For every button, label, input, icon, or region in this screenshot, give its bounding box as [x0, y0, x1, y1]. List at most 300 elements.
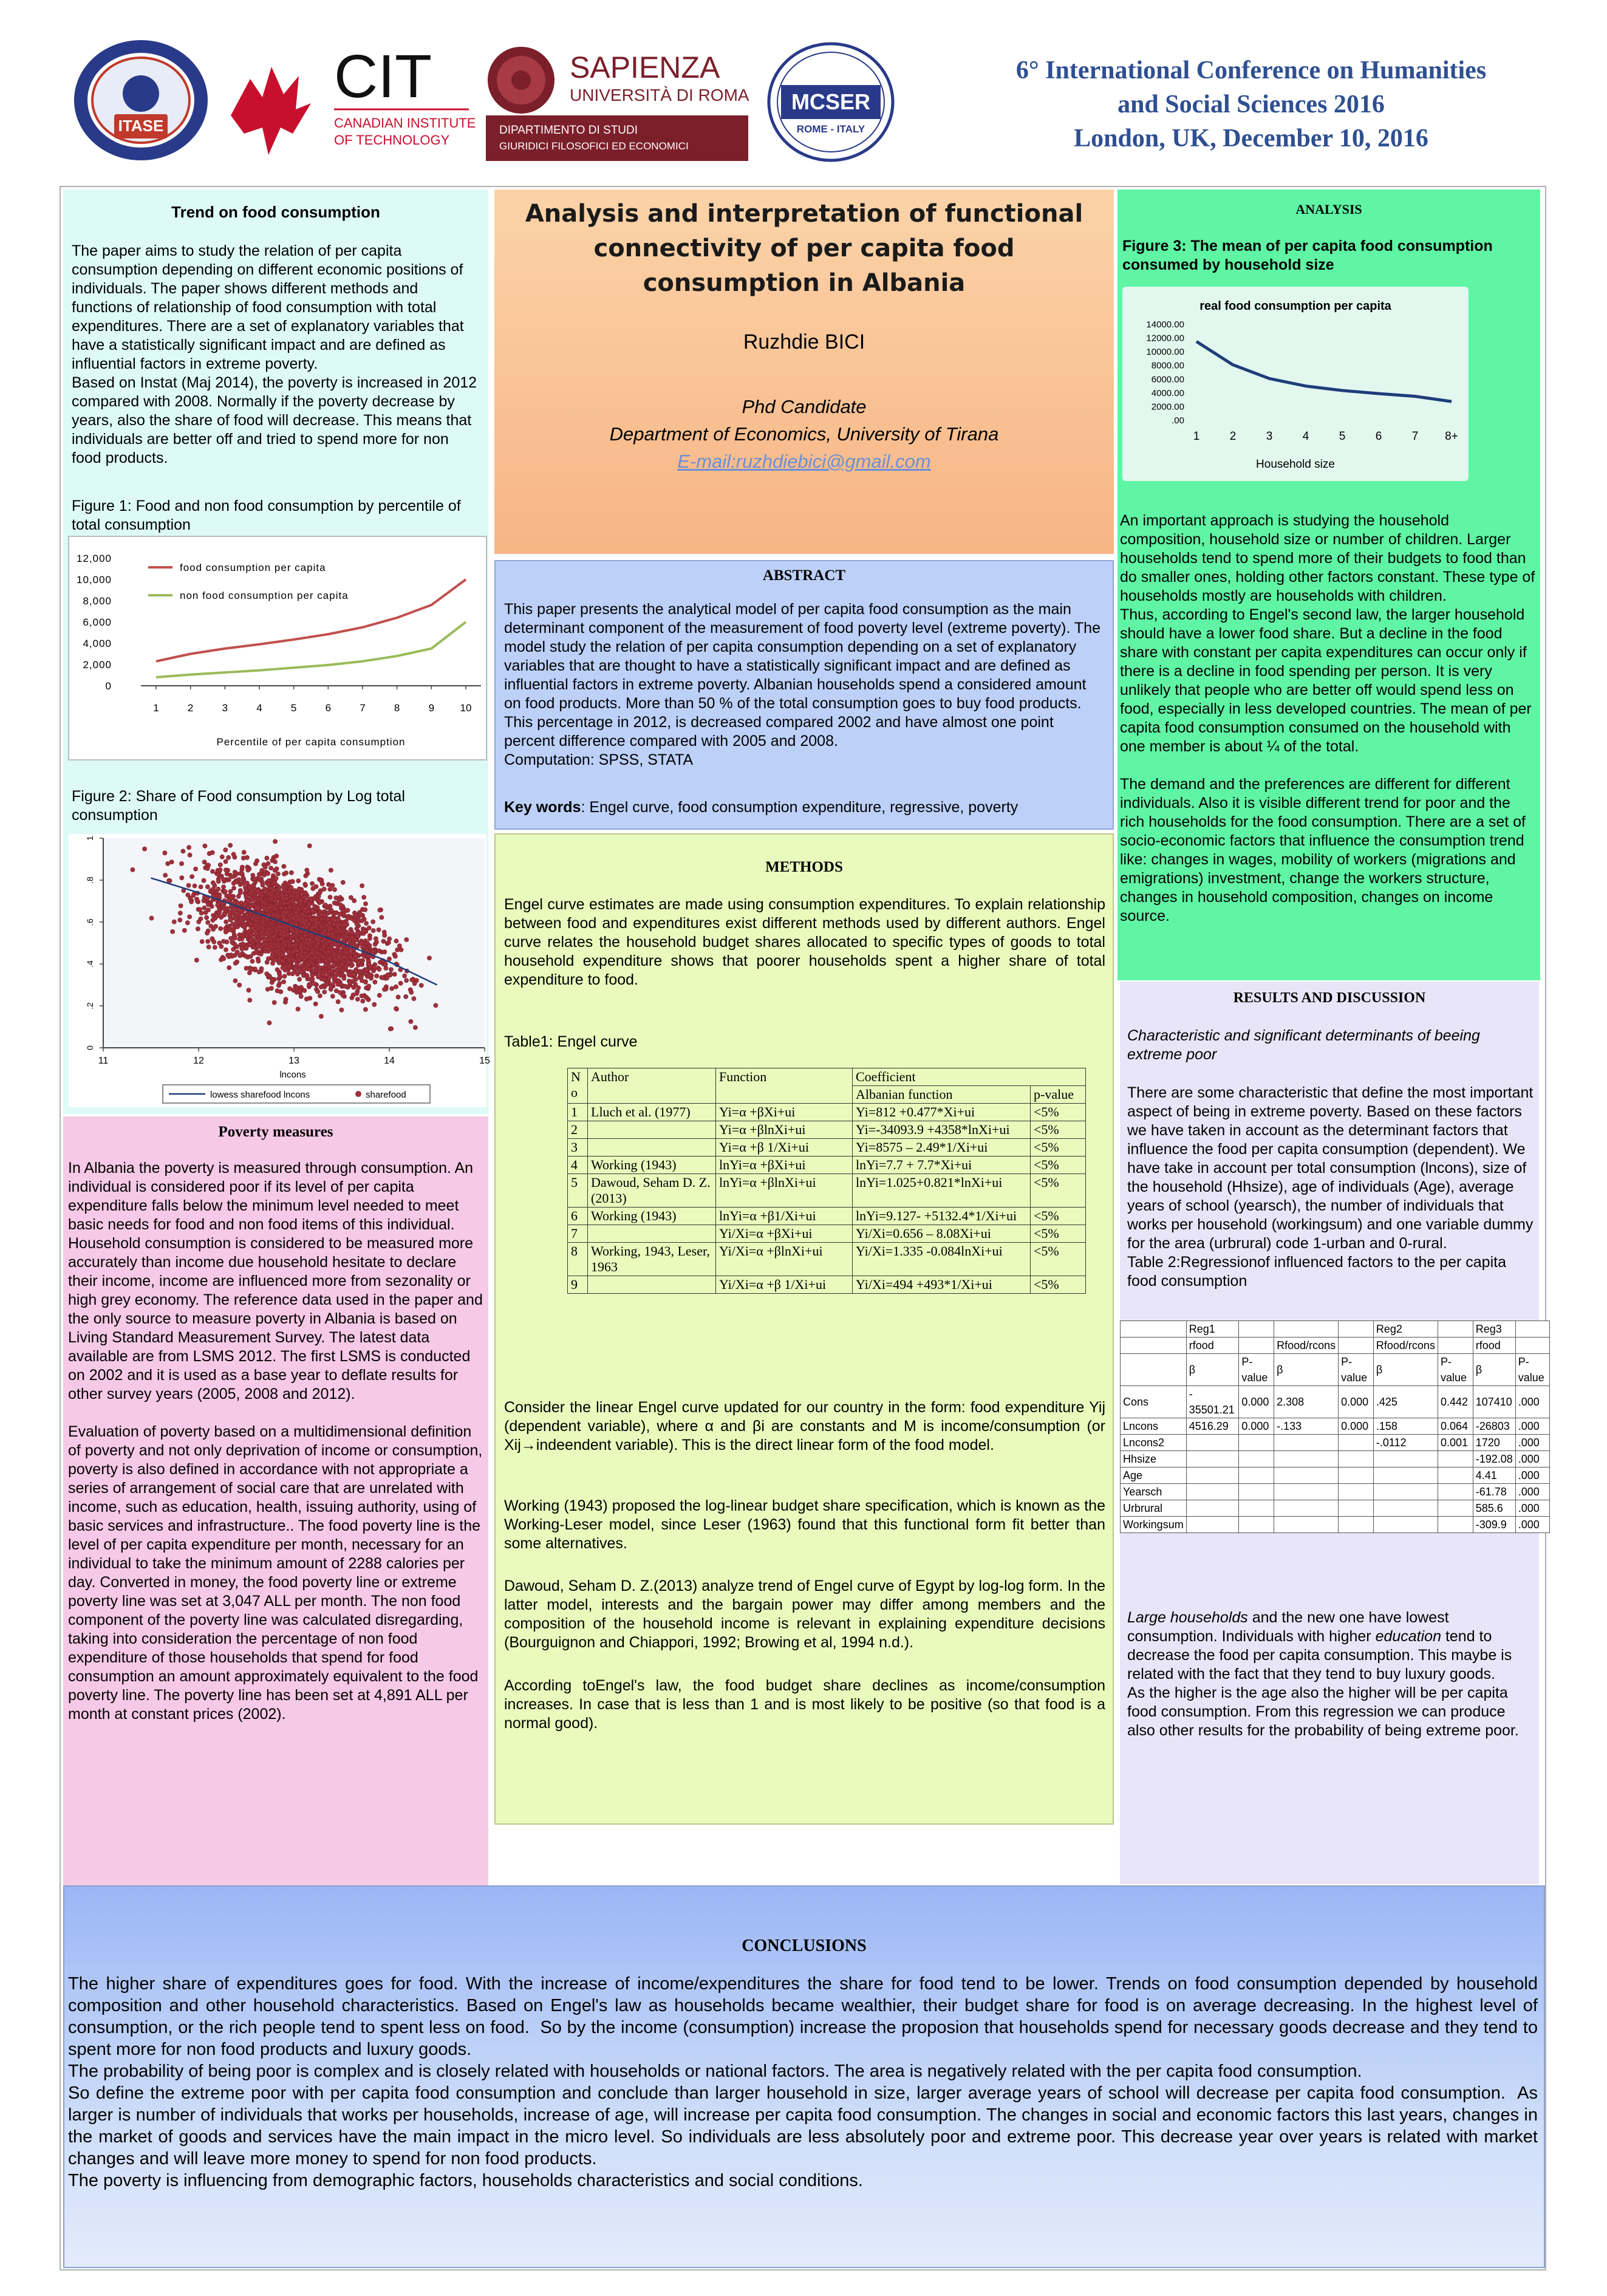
figure2-point: [273, 907, 278, 911]
regression-cell: [1373, 1500, 1438, 1517]
engel-table-cell-p: <5%: [1031, 1225, 1086, 1243]
engel-table-cell-no: 9: [568, 1276, 588, 1294]
figure2-point: [295, 962, 299, 966]
figure2-point: [351, 993, 355, 997]
regression-cell: Lncons: [1121, 1418, 1187, 1435]
figure2-point: [256, 944, 260, 948]
figure2-point: [371, 920, 375, 924]
figure2-point: [244, 913, 248, 917]
itase-logo-name: ITASE: [118, 117, 164, 135]
figure2-point: [341, 880, 345, 884]
regression-cell: β: [1274, 1354, 1339, 1386]
figure2-point: [194, 897, 199, 901]
figure2-point: [392, 972, 397, 976]
regression-cell: 2.308: [1274, 1386, 1339, 1418]
figure2-point: [344, 951, 349, 955]
regression-cell: 107410: [1473, 1386, 1515, 1418]
figure2-point: [213, 945, 217, 949]
figure2-point: [393, 954, 397, 958]
figure2-point: [222, 885, 226, 889]
figure2-point: [242, 925, 247, 929]
figure2-point: [404, 937, 409, 941]
regression-cell: [1274, 1435, 1339, 1451]
abstract-heading: ABSTRACT: [762, 567, 846, 584]
author-email-link[interactable]: E-mail:ruzhdiebici@gmail.com: [677, 451, 931, 472]
figure2-point: [282, 980, 286, 984]
figure2-point: [396, 995, 400, 999]
figure2-point: [299, 985, 303, 989]
figure2-point: [409, 990, 414, 994]
figure2-point: [309, 897, 313, 901]
regression-header-row: [1121, 1338, 1550, 1354]
regression-cell: Lncons2: [1121, 1435, 1187, 1451]
engel-table-cell-p: <5%: [1031, 1174, 1086, 1208]
regression-cell: 0.001: [1438, 1435, 1473, 1451]
figure2-point: [381, 939, 386, 943]
figure3-chart: [1122, 287, 1469, 481]
figure2-point: [274, 876, 278, 881]
figure2-point: [259, 930, 264, 934]
figure2-point: [248, 943, 252, 947]
regression-row: [1121, 1435, 1550, 1451]
figure2-point: [338, 949, 343, 954]
figure2-point: [197, 920, 201, 924]
figure2-point: [330, 927, 334, 931]
engel-table-cell-author: [588, 1139, 716, 1157]
regression-cell: Urbrural: [1121, 1500, 1187, 1517]
figure2-point: [296, 907, 301, 912]
figure2-point: [332, 912, 336, 917]
regression-cell: - 35501.21: [1186, 1386, 1239, 1418]
regression-cell: 0.000: [1339, 1418, 1374, 1435]
regression-cell: 585.6: [1473, 1500, 1515, 1517]
regression-cell: Workingsum: [1121, 1517, 1187, 1533]
regression-cell: [1274, 1500, 1339, 1517]
figure3-y-tick-label: 14000.00: [1146, 319, 1184, 330]
engel-table-cell-p: <5%: [1031, 1276, 1086, 1294]
figure2-point: [281, 914, 285, 918]
regression-cell: [1186, 1451, 1239, 1467]
figure2-point: [383, 933, 387, 937]
engel-table-cell-albanian: lnYi=1.025+0.821*lnXi+ui: [853, 1174, 1031, 1208]
figure2-point: [413, 1025, 417, 1030]
regression-cell: [1438, 1467, 1473, 1484]
engel-table-cell-no: 3: [568, 1139, 588, 1157]
figure2-point: [260, 934, 264, 938]
conclusions-panel: [63, 1885, 1545, 2268]
figure1-legend-label: food consumption per capita: [180, 562, 326, 573]
engel-table-cell-albanian: lnYi=9.127- +5132.4*1/Xi+ui: [853, 1208, 1031, 1225]
regression-row: [1121, 1418, 1550, 1435]
figure2-y-tick-label: .8: [85, 876, 95, 884]
conference-date-location: London, UK, December 10, 2016: [1074, 125, 1428, 152]
regression-cell: [1274, 1451, 1339, 1467]
figure2-y-tick-label: 0: [85, 1045, 95, 1050]
figure2-chart: [68, 833, 490, 1108]
figure2-point: [356, 919, 360, 923]
figure2-point: [338, 903, 343, 907]
regression-cell: [1339, 1500, 1374, 1517]
engel-table-header-function: Function: [716, 1068, 853, 1104]
conclusions-heading: CONCLUSIONS: [742, 1936, 867, 1955]
figure2-point: [289, 927, 293, 931]
figure2-point: [367, 936, 372, 940]
figure2-point: [296, 938, 300, 943]
figure2-point: [367, 984, 371, 988]
figure1-x-tick-label: 6: [325, 702, 332, 714]
engel-curve-table: [567, 1068, 1086, 1294]
figure2-point: [291, 950, 295, 954]
results-panel: [1120, 982, 1544, 1884]
figure2-point: [378, 908, 382, 912]
mcser-logo-sub: ROME - ITALY: [796, 123, 865, 135]
figure2-point: [299, 994, 303, 999]
figure2-point: [190, 875, 194, 879]
trend-body: The paper aims to study the relation of per capita consumption depending on different economic positions of individuals. The paper shows different methods and functions of relationship of food consumption with total expenditures. There are a set of explanatory variables that have a statistically significant impact and are defined as influential factors in extreme poverty. Based on Instat (Maj 2014), the poverty is increased in 2012 compared with 2008. Normally if the poverty decrease by years, also the share of food will decrease. This means that individuals are better off and tried to spend more for non food products.: [72, 242, 477, 466]
table1-caption: Table1: Engel curve: [504, 1033, 638, 1050]
figure2-point: [290, 972, 295, 976]
figure2-point: [315, 963, 319, 968]
figure2-point: [303, 933, 307, 937]
engel-table-cell-author: [588, 1225, 716, 1243]
figure2-point: [216, 887, 220, 891]
figure2-point: [263, 865, 267, 869]
figure2-point: [330, 883, 335, 887]
regression-cell: Reg3: [1473, 1321, 1515, 1338]
figure2-x-tick-label: 14: [384, 1056, 395, 1066]
regression-cell: .000: [1515, 1484, 1549, 1500]
figure3-x-label: Household size: [1256, 458, 1335, 471]
engel-table-cell-author: Working (1943): [588, 1157, 716, 1174]
figure2-point: [245, 934, 249, 938]
figure2-point: [377, 967, 381, 971]
figure2-point: [358, 969, 362, 974]
engel-table-cell-function: Yi=α +β 1/Xi+ui: [716, 1139, 853, 1157]
figure2-point: [370, 949, 375, 954]
figure2-point: [313, 982, 318, 986]
figure2-point: [356, 960, 360, 965]
figure2-point: [274, 949, 278, 954]
regression-cell: [1339, 1435, 1374, 1451]
engel-table-header-author: Author: [588, 1068, 716, 1104]
engel-table-cell-function: Yi/Xi=α +βlnXi+ui: [716, 1243, 853, 1276]
figure2-point: [250, 959, 254, 963]
figure2-point: [276, 872, 280, 876]
figure2-point: [298, 977, 302, 982]
results-after-table: [1127, 1608, 1534, 1740]
figure2-point: [311, 886, 315, 890]
regression-cell: Rfood/rcons: [1274, 1338, 1339, 1354]
conference-title: [911, 53, 1591, 155]
figure2-point: [306, 963, 310, 967]
regression-cell: P-value: [1239, 1354, 1274, 1386]
figure2-point: [178, 918, 182, 922]
figure2-point: [302, 988, 307, 993]
figure1-x-tick-label: 10: [460, 702, 472, 714]
regression-cell: .000: [1515, 1467, 1549, 1484]
figure2-point: [329, 984, 333, 988]
figure2-point: [236, 894, 241, 898]
figure2-point: [316, 959, 321, 963]
figure2-point: [282, 974, 287, 979]
figure2-point: [389, 968, 393, 972]
figure2-point: [349, 895, 353, 900]
figure2-point: [352, 985, 356, 989]
figure2-point: [345, 930, 349, 934]
engel-table-cell-author: Working, 1943, Leser, 1963: [588, 1243, 716, 1276]
figure2-point: [305, 868, 309, 872]
figure2-point: [272, 1000, 276, 1005]
figure2-point: [282, 901, 286, 906]
figure3-x-tick-label: 4: [1302, 430, 1309, 443]
figure2-point: [275, 892, 279, 896]
regression-cell: [1339, 1467, 1374, 1484]
figure2-point: [362, 895, 366, 900]
regression-cell: [1515, 1338, 1549, 1354]
figure2-x-tick-label: 12: [193, 1056, 204, 1066]
figure2-point: [265, 987, 270, 991]
regression-cell: [1438, 1484, 1473, 1500]
regression-cell: β: [1473, 1354, 1515, 1386]
regression-cell: rfood: [1473, 1338, 1515, 1354]
figure2-point: [359, 941, 363, 946]
figure2-point: [324, 970, 328, 974]
figure2-point: [253, 887, 257, 891]
regression-cell: Yearsch: [1121, 1484, 1187, 1500]
figure2-point: [299, 898, 303, 903]
figure2-point: [282, 933, 286, 937]
figure2-point: [228, 843, 233, 847]
figure2-point: [211, 881, 215, 885]
figure2-point: [332, 963, 336, 968]
figure2-point: [394, 939, 398, 943]
abstract-keywords: [504, 798, 1105, 817]
engel-table-cell-albanian: Yi/Xi=494 +493*1/Xi+ui: [853, 1276, 1031, 1294]
figure2-point: [223, 859, 228, 864]
regression-cell: .000: [1515, 1451, 1549, 1467]
figure2-point: [410, 978, 414, 982]
figure2-point: [281, 886, 285, 890]
figure2-point: [397, 944, 401, 948]
figure2-point: [237, 983, 242, 987]
regression-cell: [1373, 1451, 1438, 1467]
figure2-point: [335, 968, 339, 972]
regression-cell: P-value: [1339, 1354, 1374, 1386]
regression-cell: [1121, 1354, 1187, 1386]
figure2-point: [260, 925, 264, 929]
figure2-point: [314, 945, 318, 949]
figure2-point: [266, 883, 270, 887]
engel-table-cell-albanian: Yi=-34093.9 +4358*lnXi+ui: [853, 1121, 1031, 1139]
methods-para3: Dawoud, Seham D. Z.(2013) analyze trend of Engel curve of Egypt by log-log form. In the latter model, interests and the bargain power may differ among members and the composition of the household income is relevant in explaining expenditure decisions (Bourguignon and Chiappori, 1992; Browing et al, 1994 n.d.).: [504, 1577, 1110, 1651]
regression-cell: [1438, 1451, 1473, 1467]
trend-heading: Trend on food consumption: [171, 203, 380, 221]
sapienza-logo: [486, 43, 748, 161]
figure2-point: [275, 867, 279, 871]
figure3-x-tick-label: 5: [1339, 430, 1346, 443]
engel-table-cell-function: lnYi=α +βlnXi+ui: [716, 1174, 853, 1208]
regression-cell: .425: [1373, 1386, 1438, 1418]
regression-cell: 1720: [1473, 1435, 1515, 1451]
conference-name-line1: 6° International Conference on Humanities: [1015, 56, 1487, 84]
figure2-point: [349, 963, 353, 968]
figure2-point: [322, 887, 326, 891]
author-name: Ruzhdie BICI: [743, 330, 865, 354]
regression-cell: [1438, 1338, 1473, 1354]
regression-cell: -192.08: [1473, 1451, 1515, 1467]
figure2-point: [322, 929, 327, 933]
regression-cell: 4.41: [1473, 1467, 1515, 1484]
figure2-point: [381, 975, 385, 980]
engel-table-cell-author: Lluch et al. (1977): [588, 1104, 716, 1121]
figure1-caption: Figure 1: Food and non food consumption by percentile of total consumption: [72, 497, 465, 533]
figure2-point: [185, 921, 189, 925]
author-role: Phd Candidate: [742, 396, 867, 417]
figure2-point: [337, 955, 341, 959]
figure2-point: [171, 929, 175, 934]
engel-table-cell-p: <5%: [1031, 1208, 1086, 1225]
figure2-point: [234, 880, 239, 884]
figure2-point: [187, 846, 191, 850]
engel-table-cell-no: 5: [568, 1174, 588, 1208]
engel-table-cell-author: [588, 1121, 716, 1139]
cit-logo: [226, 43, 475, 158]
figure2-point: [342, 922, 346, 926]
figure2-point: [207, 852, 211, 856]
regression-cell: [1438, 1500, 1473, 1517]
results-body: There are some characteristic that define the most important aspect of being in extreme poverty. Based on these factors we have taken in account as the determinant factors that influence the food per capita consumption (dependent). We have take in account per total consumption (lncons), size of the household (Hhsize), age of individuals (Age), average years of school (yearsch), the number of individuals that works per household (workingsum) and one variable dummy for the area (urbrural) code 1-urban and 0-rural. Table 2:Regressionof influenced factors to the per capita food consumption: [1127, 1084, 1534, 1290]
regression-cell: [1339, 1338, 1374, 1354]
figure1-y-tick-label: 8,000: [83, 595, 112, 607]
figure2-point: [169, 860, 174, 864]
regression-cell: [1186, 1484, 1239, 1500]
engel-table-cell-p: <5%: [1031, 1104, 1086, 1121]
figure2-point: [250, 917, 254, 921]
figure2-point: [289, 870, 293, 875]
figure2-point: [390, 986, 394, 991]
figure2-point: [412, 997, 416, 1001]
figure2-point: [233, 979, 237, 983]
regression-cell: [1239, 1451, 1274, 1467]
figure2-point: [318, 899, 322, 903]
regression-cell: 0.000: [1239, 1386, 1274, 1418]
figure2-point: [245, 881, 249, 885]
figure2-point: [227, 966, 231, 970]
figure2-point: [311, 969, 315, 973]
figure2-point: [313, 955, 318, 960]
regression-cell: rfood: [1186, 1338, 1239, 1354]
figure2-point: [243, 885, 247, 889]
figure2-point: [324, 963, 328, 968]
figure2-point: [270, 977, 274, 981]
figure2-point: [295, 893, 299, 898]
figure2-point: [220, 855, 224, 859]
engel-table-header-no: N o: [568, 1068, 588, 1104]
figure2-point: [377, 993, 381, 997]
engel-table-row: [568, 1276, 1086, 1294]
figure2-point: [287, 964, 291, 968]
header: [0, 0, 1607, 182]
regression-cell: Reg1: [1186, 1321, 1239, 1338]
figure2-point: [179, 904, 183, 908]
figure1-x-label: Percentile of per capita consumption: [216, 736, 406, 748]
figure2-point: [230, 875, 234, 879]
engel-table-cell-function: Yi=α +βlnXi+ui: [716, 1121, 853, 1139]
engel-table-cell-no: 2: [568, 1121, 588, 1139]
figure2-point: [178, 911, 182, 915]
figure2-point: [365, 941, 369, 945]
regression-cell: -.0112: [1373, 1435, 1438, 1451]
figure2-point: [361, 999, 365, 1003]
figure2-x-tick-label: 11: [98, 1056, 109, 1066]
figure2-point: [360, 979, 364, 983]
figure2-point: [276, 914, 280, 918]
figure2-point: [166, 861, 170, 866]
figure2-point: [233, 870, 237, 874]
figure2-point: [242, 850, 246, 855]
engel-table-cell-p: <5%: [1031, 1157, 1086, 1174]
figure2-point: [384, 966, 388, 970]
figure2-point: [223, 930, 228, 934]
methods-intro: Engel curve estimates are made using consumption expenditures. To explain relationship between food and expenditures exist different methods used by different authors. Engel curve relates the household budget shares allocated to specific types of goods to total household expenditure shows that poorer households spent a higher share of total expenditure to food.: [504, 896, 1110, 988]
figure2-point: [363, 1007, 367, 1011]
figure2-point: [289, 893, 293, 898]
figure2-point: [305, 954, 310, 958]
sapienza-logo-dept1: DIPARTIMENTO DI STUDI: [499, 124, 638, 137]
figure2-point: [269, 944, 273, 948]
figure2-point: [143, 847, 147, 851]
figure2-point: [350, 935, 354, 940]
figure2-point: [232, 886, 236, 890]
engel-table-cell-albanian: Yi/Xi=1.335 -0.084lnXi+ui: [853, 1243, 1031, 1276]
figure2-legend-sharefood: sharefood: [366, 1090, 406, 1100]
figure3-y-tick-label: 2000.00: [1151, 401, 1184, 412]
figure2-point: [254, 950, 258, 954]
methods-heading: METHODS: [765, 859, 843, 875]
conference-name-line2: and Social Sciences 2016: [1117, 91, 1385, 118]
figure2-point: [373, 980, 377, 984]
figure2-point: [181, 849, 185, 853]
figure2-point: [363, 972, 367, 976]
figure1-x-tick-label: 2: [187, 702, 194, 714]
figure2-point: [188, 915, 192, 919]
figure2-point: [241, 881, 245, 886]
figure1-x-tick-label: 5: [290, 702, 297, 714]
sapienza-logo-dept2: GIURIDICI FILOSOFICI ED ECONOMICI: [499, 140, 689, 152]
figure2-point: [281, 966, 285, 970]
regression-cell: [1121, 1321, 1187, 1338]
regression-cell: [1373, 1484, 1438, 1500]
figure2-point: [275, 989, 279, 993]
figure2-point: [276, 945, 281, 949]
figure3-x-tick-label: 2: [1229, 430, 1237, 443]
poverty-panel: [63, 1116, 488, 1889]
figure2-point: [279, 906, 283, 910]
figure2-y-tick-label: 1: [85, 836, 95, 841]
figure2-point: [218, 867, 222, 872]
engel-table-row: [568, 1243, 1086, 1276]
figure2-point: [353, 913, 358, 917]
figure1-y-tick-label: 12,000: [77, 553, 112, 564]
figure2-point: [355, 997, 360, 1001]
figure2-point: [224, 920, 228, 924]
figure2-point: [419, 983, 423, 988]
figure2-point: [193, 884, 197, 888]
figure2-point: [265, 931, 269, 935]
figure3-x-tick-label: 3: [1266, 430, 1273, 443]
figure2-point: [311, 909, 315, 914]
figure2-point: [386, 972, 390, 977]
